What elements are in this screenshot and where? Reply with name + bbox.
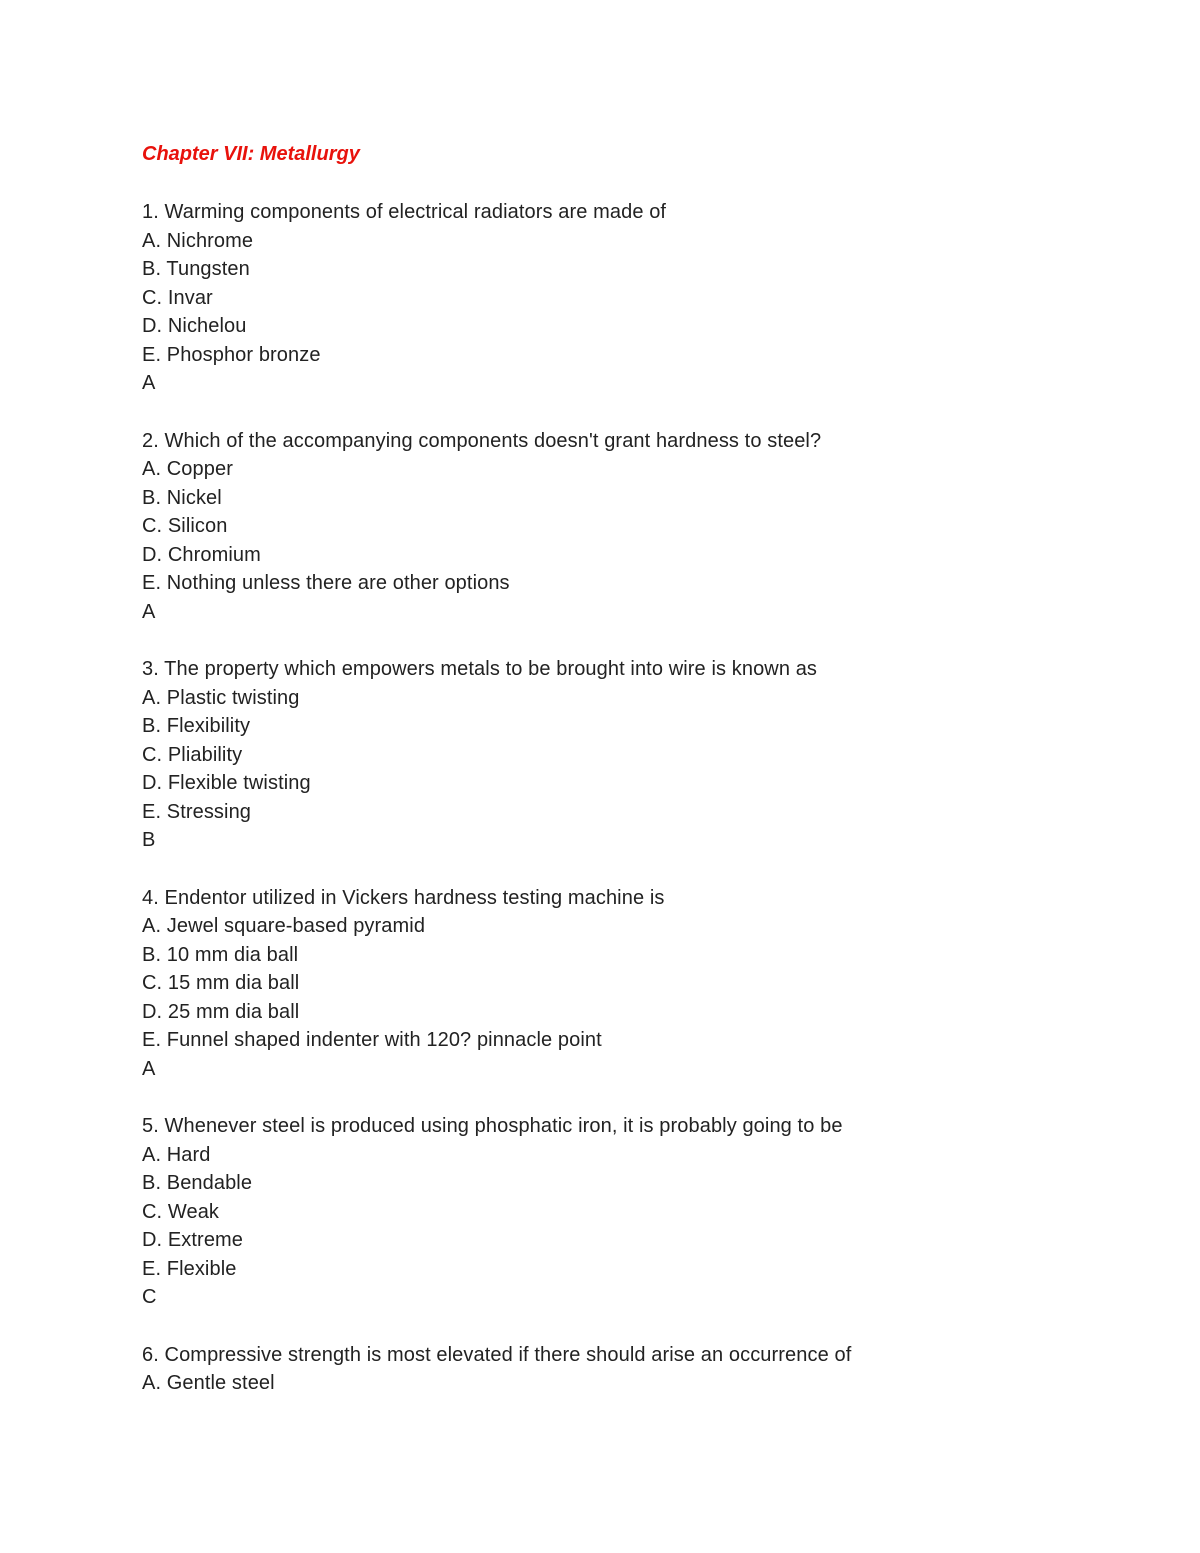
correct-answer: A [142,600,156,623]
question-prompt: 6. Compressive strength is most elevated if there should arise an occurrence of [142,1343,852,1366]
answer-option: E. Funnel shaped indenter with 120? pinnacle point [142,1029,602,1051]
answer-option: B. Nickel [142,486,222,509]
question-2 [142,427,1142,627]
answer-option: E. Phosphor bronze [142,343,321,366]
answer-option: B. 10 mm dia ball [142,943,299,966]
answer-option: D. Chromium [142,543,261,566]
answer-option: A. Jewel square-based pyramid [142,915,426,937]
answer-option: C. 15 mm dia ball [142,972,300,994]
question-prompt: 3. The property which empowers metals to be brought into wire is known as [142,658,818,680]
answer-option: B. Tungsten [142,258,250,280]
correct-answer: C [142,1286,157,1308]
question-prompt: 2. Which of the accompanying components doesn't grant hardness to steel? [142,429,822,452]
answer-option: C. Silicon [142,515,228,537]
answer-option: D. Extreme [142,1229,244,1251]
correct-answer: A [142,1057,156,1080]
answer-option: E. Stressing [142,800,252,823]
answer-option: D. Nichelou [142,315,247,337]
answer-option: E. Flexible [142,1257,237,1280]
answer-option: D. 25 mm dia ball [142,1000,300,1023]
answer-option: A. Nichrome [142,229,254,252]
answer-option: B. Bendable [142,1172,253,1194]
chapter-title: Chapter VII: Metallurgy [142,143,360,165]
question-4 [142,884,1142,1084]
answer-option: C. Pliability [142,743,243,766]
answer-option: B. Flexibility [142,715,251,737]
question-prompt: 4. Endentor utilized in Vickers hardness testing machine is [142,886,665,909]
answer-option: C. Weak [142,1200,220,1223]
answer-option: C. Invar [142,286,213,309]
answer-option: D. Flexible twisting [142,772,311,794]
question-3 [142,655,1142,855]
question-6 [142,1341,1142,1398]
answer-option: A. Copper [142,458,233,480]
document-page [142,140,1142,1427]
answer-option: A. Plastic twisting [142,686,300,709]
question-1 [142,198,1142,398]
question-prompt: 1. Warming components of electrical radiators are made of [142,201,667,223]
question-prompt: 5. Whenever steel is produced using phosphatic iron, it is probably going to be [142,1115,843,1137]
correct-answer: A [142,372,156,394]
answer-option: A. Hard [142,1143,211,1166]
answer-option: E. Nothing unless there are other options [142,572,510,594]
question-5 [142,1112,1142,1312]
answer-option: A. Gentle steel [142,1372,275,1394]
correct-answer: B [142,829,156,851]
